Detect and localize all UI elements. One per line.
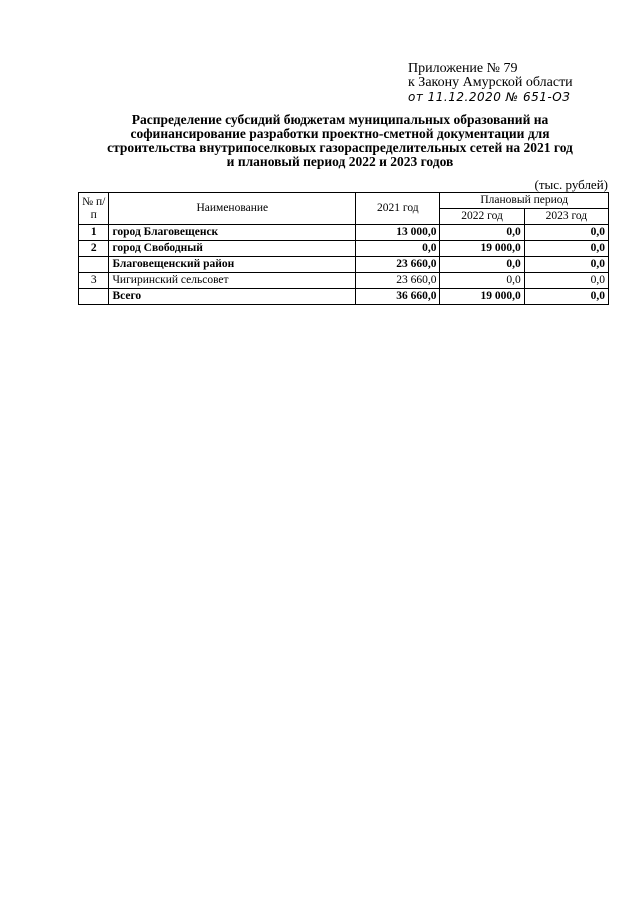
row-2023: 0,0 <box>524 273 608 289</box>
row-2022: 19 000,0 <box>440 241 524 257</box>
header-planned-period: Плановый период <box>440 193 609 209</box>
table-row <box>79 241 609 257</box>
table-total-row <box>79 289 609 305</box>
title-line: Распределение субсидий бюджетам муниципальных образований на <box>131 112 549 127</box>
row-2022: 19 000,0 <box>440 289 524 305</box>
table-row <box>79 273 609 289</box>
row-2023: 0,0 <box>524 289 608 305</box>
row-2023: 0,0 <box>524 225 608 241</box>
appendix-date-handwritten: от 11.12.2020 № 651-ОЗ <box>408 90 571 104</box>
row-num: 3 <box>79 273 109 289</box>
row-num: 2 <box>79 241 109 257</box>
appendix-header <box>408 62 628 104</box>
header-num: № п/п <box>79 193 109 225</box>
row-2021: 0,0 <box>356 241 440 257</box>
row-2021: 23 660,0 <box>356 273 440 289</box>
appendix-number: Приложение № 79 <box>408 61 518 76</box>
header-2021: 2021 год <box>356 193 440 225</box>
table-header-row <box>79 193 609 209</box>
title-line: и плановый период 2022 и 2023 годов <box>226 154 454 169</box>
header-2023: 2023 год <box>524 209 608 225</box>
row-2021: 36 660,0 <box>356 289 440 305</box>
row-name: Благовещенский район <box>109 257 356 273</box>
row-2022: 0,0 <box>440 257 524 273</box>
subsidy-table <box>78 192 609 305</box>
title-line: строительства внутрипоселковых газораспределительных сетей на 2021 год <box>107 140 573 155</box>
row-name: Всего <box>109 289 356 305</box>
appendix-law-reference: к Закону Амурской области <box>408 75 573 90</box>
table-row <box>79 257 609 273</box>
row-2022: 0,0 <box>440 225 524 241</box>
row-2021: 23 660,0 <box>356 257 440 273</box>
row-name: Чигиринский сельсовет <box>109 273 356 289</box>
table-row <box>79 225 609 241</box>
row-2023: 0,0 <box>524 257 608 273</box>
row-num <box>79 289 109 305</box>
row-name: город Свободный <box>109 241 356 257</box>
row-2022: 0,0 <box>440 273 524 289</box>
row-num: 1 <box>79 225 109 241</box>
row-2023: 0,0 <box>524 241 608 257</box>
units-label: (тыс. рублей) <box>534 177 608 192</box>
title-line: софинансирование разработки проектно-сметной документации для <box>130 126 550 141</box>
row-num <box>79 257 109 273</box>
header-2022: 2022 год <box>440 209 524 225</box>
header-name: Наименование <box>109 193 356 225</box>
row-2021: 13 000,0 <box>356 225 440 241</box>
document-title <box>60 113 620 169</box>
row-name: город Благовещенск <box>109 225 356 241</box>
